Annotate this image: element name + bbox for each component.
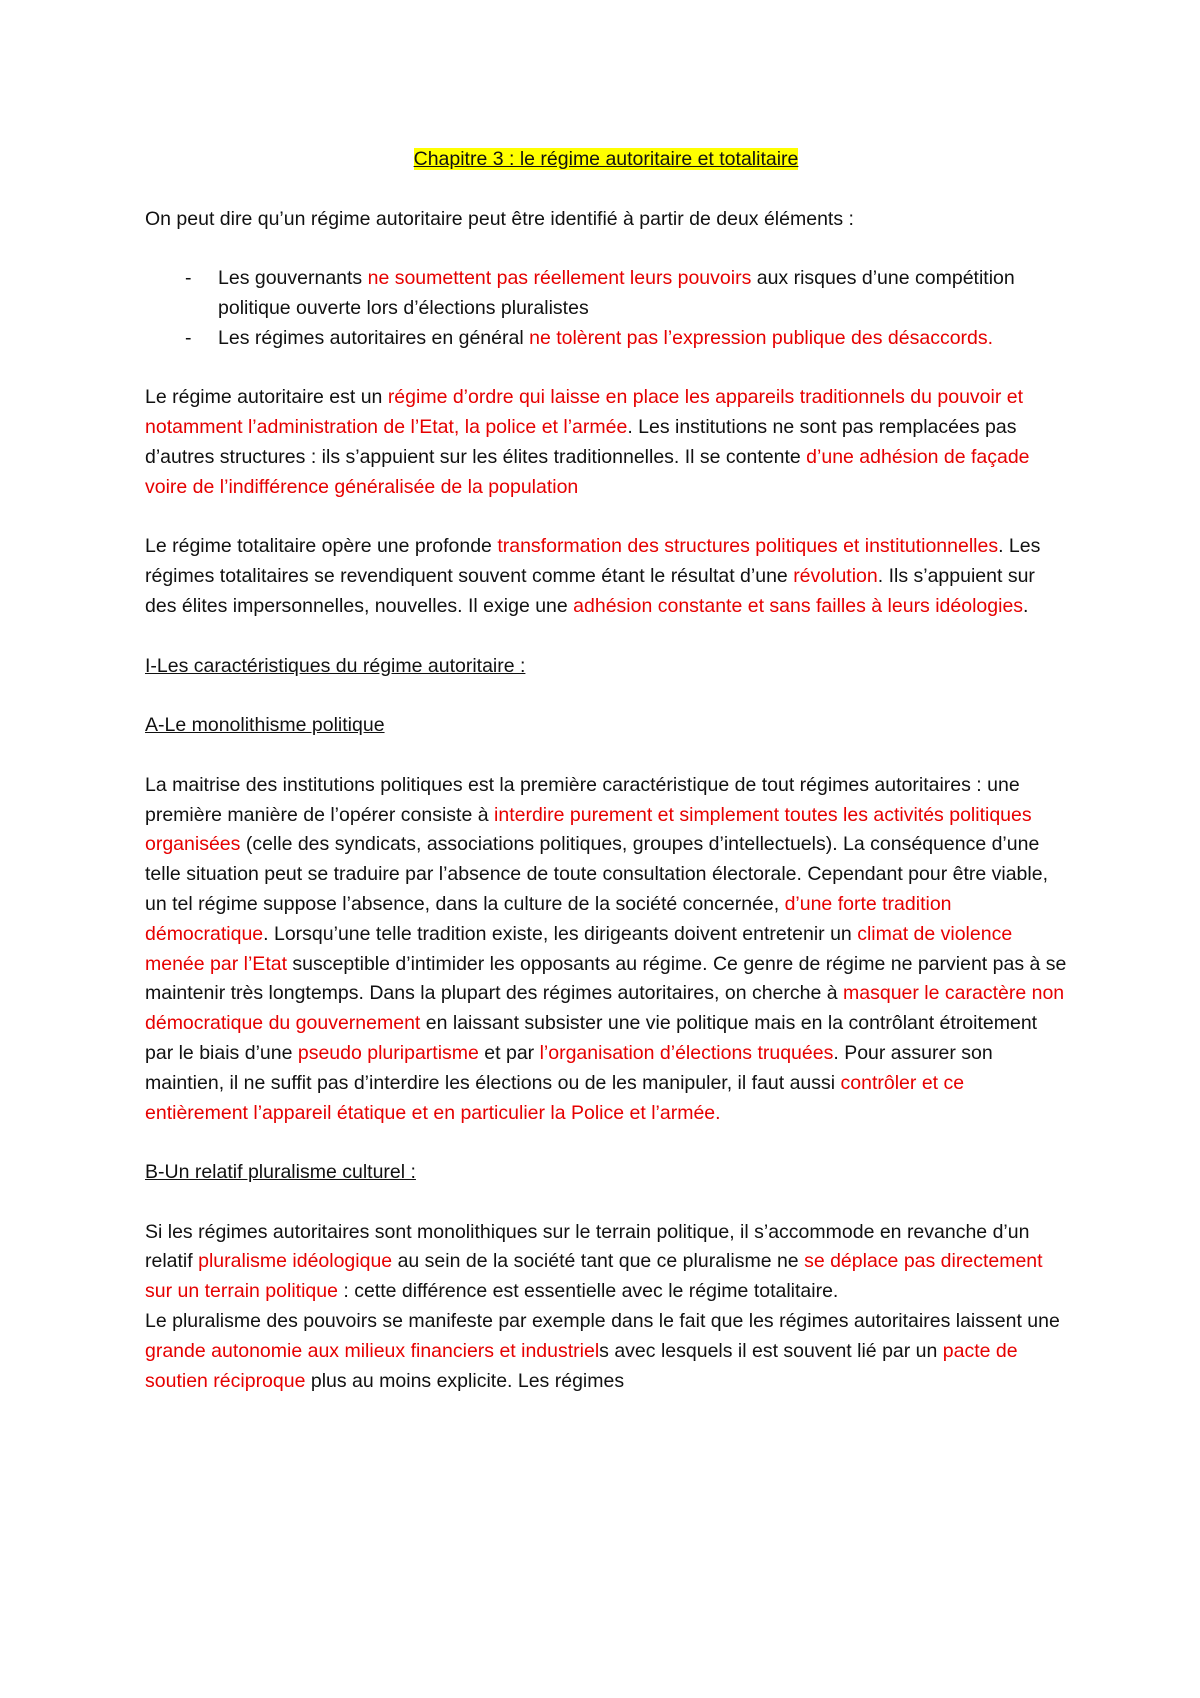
list-item [145,324,1067,354]
paragraph-emphasis: contrôler et ce entièrement l’appareil étatique et en particulier la Police et l’armée. [145,1071,965,1124]
list-text: aux risques d’une compétition politique ouverte lors d’élections pluralistes [218,267,1015,319]
section-1-heading: I-Les caractéristiques du régime autoritaire : [145,654,526,677]
paragraph-monolithisme [145,771,1067,1129]
paragraph-text: s avec lesquels il est souvent lié par un [599,1339,943,1362]
paragraph-text: plus au moins explicite. Les régimes [305,1369,625,1392]
list-text: Les gouvernants [218,267,368,290]
paragraph-text: (celle des syndicats, associations politiques, groupes d’intellectuels). La conséquence d’une telle situation peut se traduire par l’absence de toute consultation électorale. Cependant pour être viable, un tel régime suppose l’absence, dans la culture de la société concernée, [145,833,1048,915]
paragraph-emphasis: interdire purement et simplement toutes les activités politiques organisées [145,803,1032,856]
paragraph-text: . Lorsqu’une telle tradition existe, les dirigeants doivent entretenir un [263,922,858,945]
paragraph-emphasis: révolution [793,565,878,588]
paragraph-emphasis: l’organisation d’élections truquées [539,1041,834,1064]
paragraph-text: Le pluralisme des pouvoirs se manifeste par exemple dans le fait que les régimes autoritaires laissent une [145,1310,1060,1333]
paragraph-emphasis: régime d’ordre qui laisse en place les appareils traditionnels du pouvoir et notamment l’administration de l’Etat, la police et l’armée [145,386,1024,439]
intro-paragraph: On peut dire qu’un régime autoritaire peut être identifié à partir de deux éléments : [145,207,854,230]
paragraph-emphasis: se déplace pas directement sur un terrain politique [145,1250,1043,1303]
paragraph-text: susceptible d’intimider les opposants au régime. Ce genre de régime ne parvient pas à se maintenir très longtemps. Dans la plupart des régimes autoritaires, on cherche à [145,952,1067,1005]
paragraph-text: en laissant subsister une vie politique mais en la contrôlant étroitement par le biais d’une [145,1012,1038,1064]
section-a-heading: A-Le monolithisme politique [145,714,385,737]
paragraph-regime-totalitaire [145,532,1067,621]
section-b-heading: B-Un relatif pluralisme culturel : [145,1161,416,1184]
paragraph-text: Le régime totalitaire opère une profonde [145,535,498,558]
document-body [145,145,1067,1396]
list-item [145,264,1067,324]
list-dash: - [185,326,192,349]
paragraph-text: Si les régimes autoritaires sont monolithiques sur le terrain politique, il s’accommode en revanche d’un relatif [145,1220,1030,1273]
list-dash: - [185,267,192,290]
paragraph-emphasis: transformation des structures politiques et institutionnelles [497,535,999,558]
paragraph-text: . Les régimes totalitaires se revendiquent souvent comme étant le résultat d’une [145,535,1041,588]
paragraph-emphasis: pacte de soutien réciproque [145,1339,1018,1392]
paragraph-regime-autoritaire [145,383,1067,502]
paragraph-emphasis: pluralisme idéologique [198,1250,393,1273]
paragraph-pouvoirs [145,1307,1067,1396]
paragraph-emphasis: masquer le caractère non démocratique du gouvernement [145,982,1065,1035]
paragraph-emphasis: adhésion constante et sans failles à leurs idéologies [573,594,1024,617]
paragraph-text: . Les institutions ne sont pas remplacées pas d’autres structures : ils s’appuient sur les élites traditionnelles. Il se contente [145,416,1017,468]
paragraph-text: La maitrise des institutions politiques est la première caractéristique de tout régimes autoritaires : une première manière de l’opérer consiste à [145,773,1020,826]
paragraph-text: et par [478,1041,540,1064]
list-emphasis: ne soumettent pas réellement leurs pouvoirs [367,267,752,290]
paragraph-text: au sein de la société tant que ce pluralisme ne [392,1250,805,1273]
paragraph-text: : cette différence est essentielle avec le régime totalitaire. [337,1280,839,1303]
paragraph-pluralisme [145,1218,1067,1307]
paragraph-text: . Ils s’appuient sur des élites impersonnelles, nouvelles. Il exige une [145,565,1035,617]
list-emphasis: ne tolèrent pas l’expression publique des désaccords. [529,326,994,349]
paragraph-emphasis: d’une adhésion de façade voire de l’indifférence généralisée de la population [145,445,1030,498]
list-text: Les régimes autoritaires en général [218,326,530,349]
paragraph-emphasis: pseudo pluripartisme [297,1041,479,1064]
criteria-list [145,264,1067,353]
paragraph-emphasis: climat de violence menée par l’Etat [145,922,1013,975]
chapter-title-text: Chapitre 3 : le régime autoritaire et totalitaire [413,148,799,170]
paragraph-text: . Pour assurer son maintien, il ne suffit pas d’interdire les élections ou de les manipuler, il faut aussi [145,1041,993,1094]
paragraph-emphasis: d’une forte tradition démocratique [145,892,952,945]
paragraph-text: . [1023,594,1029,617]
paragraph-text: Le régime autoritaire est un [145,386,388,409]
paragraph-emphasis: grande autonomie aux milieux financiers et industriel [145,1339,600,1362]
chapter-title [145,145,1067,175]
